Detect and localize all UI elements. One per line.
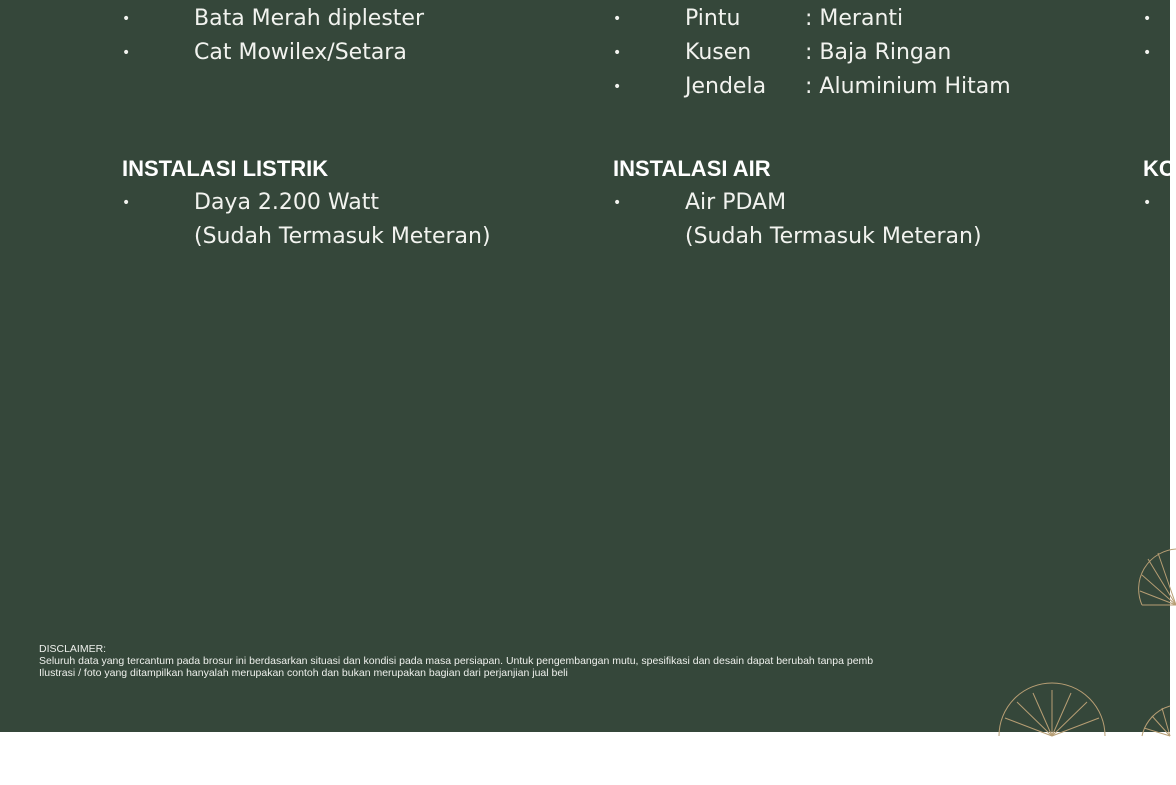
material-item: Bata Merah diplester bbox=[194, 6, 425, 31]
spec-label: Jendela bbox=[685, 74, 767, 99]
bullet: • bbox=[613, 11, 622, 27]
bullet: • bbox=[1143, 11, 1152, 27]
section-heading-water: INSTALASI AIR bbox=[613, 156, 771, 181]
bullet: • bbox=[613, 45, 622, 61]
section-heading-electric: INSTALASI LISTRIK bbox=[122, 156, 329, 181]
disclaimer-line2: Ilustrasi / foto yang ditampilkan hanyalah merupakan contoh dan bukan merupakan bagian dari perjanjian jual beli bbox=[39, 667, 568, 679]
disclaimer bbox=[39, 643, 1170, 679]
fan-ornament-icon bbox=[1138, 700, 1170, 740]
bullet: • bbox=[613, 79, 622, 95]
disclaimer-line1: Seluruh data yang tercantum pada brosur ini berdasarkan situasi dan kondisi pada masa persiapan. Untuk pengembangan mutu, spesifikasi dan desain dapat berubah tanpa pemb bbox=[39, 655, 874, 667]
bullet: • bbox=[1143, 45, 1152, 61]
bullet: • bbox=[122, 11, 131, 27]
disclaimer-title: DISCLAIMER: bbox=[39, 643, 107, 655]
spec-label: Kusen bbox=[685, 40, 752, 65]
electric-item-line1: Daya 2.200 Watt bbox=[194, 190, 379, 215]
bullet: • bbox=[613, 195, 622, 211]
spec-value: : Baja Ringan bbox=[805, 40, 952, 65]
material-item: Cat Mowilex/Setara bbox=[194, 40, 407, 65]
fan-ornament-icon bbox=[1136, 545, 1176, 615]
spec-value: : Meranti bbox=[805, 6, 904, 31]
section-heading-partial: KC bbox=[1143, 156, 1175, 181]
water-item-line2: (Sudah Termasuk Meteran) bbox=[685, 224, 982, 249]
bullet: • bbox=[122, 195, 131, 211]
electric-item-line2: (Sudah Termasuk Meteran) bbox=[194, 224, 491, 249]
spec-label: Pintu bbox=[685, 6, 741, 31]
bullet: • bbox=[1143, 195, 1152, 211]
bullet: • bbox=[122, 45, 131, 61]
spec-value: : Aluminium Hitam bbox=[805, 74, 1011, 99]
fan-ornament-icon bbox=[995, 688, 1110, 738]
water-item-line1: Air PDAM bbox=[685, 190, 787, 215]
